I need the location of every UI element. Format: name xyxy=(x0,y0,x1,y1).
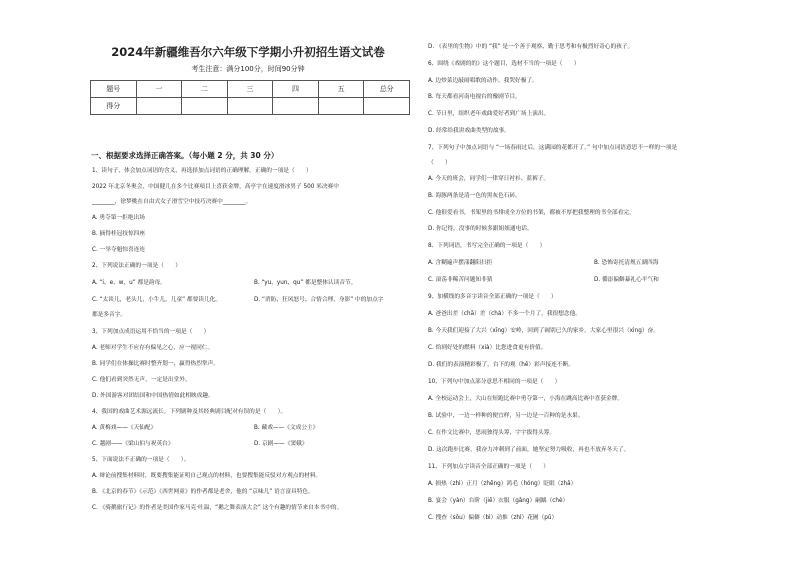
question-line: 9、加横线的多音字读音全部正确的一项是（ ） xyxy=(428,294,557,300)
option-line: B. 宴会（yàn）台阶（jiē）衣服（gǎng）嗣踽（chè） xyxy=(428,498,569,504)
option-line: B. 摘得桂冠技惊四座 xyxy=(92,231,146,237)
score-header-cell: 四 xyxy=(273,81,319,98)
question-line: ________，徐梦桃在自由式女子滑雪空中技巧决赛中________。 xyxy=(92,199,252,205)
option-line: C. 恰到好处的燃料（xià）比您进食更有价值。 xyxy=(428,345,547,351)
score-header-cell: 总分 xyxy=(364,81,410,98)
score-cell[interactable] xyxy=(318,98,364,115)
question-line: （ ） xyxy=(428,160,451,166)
question-line: 2022 年北京冬奥会，中国健儿在多个比赛项目上喜获金牌，高亭宇在速度滑冰男子 500 米决赛中 xyxy=(92,184,339,190)
option-line: C. 一举夺魁惊喜连连 xyxy=(92,247,146,253)
option-line: A. 黄梅戏——《天仙配》 xyxy=(92,425,157,431)
question-line: 8、下列词语，书写完全正确的一项是（ ） xyxy=(428,243,546,249)
score-table-score-row xyxy=(91,98,410,115)
option-line: A. 勇夺第一拒绝出场 xyxy=(92,215,145,221)
option-line: C. 搜查（sōu）偏僻（bì）动推（zhì）花圃（pǔ） xyxy=(428,515,558,521)
option-line: B. 今天我们迎接了大兴（xīng）安岭，回到了阔别已久的家乡，大家心里很兴（xìng）奋。 xyxy=(428,328,659,334)
option-line: C. 他们看到突然无声，一定是出堂外。 xyxy=(92,377,191,383)
option-line: D. 经常给我讲戏曲类型的故事。 xyxy=(428,128,510,134)
score-cell[interactable] xyxy=(136,98,182,115)
option-line: B. 恐怖寄托清规五湖四海 xyxy=(594,260,659,266)
option-line: A. 老师对学生不应存有偏见之心，应一视同仁。 xyxy=(92,345,214,351)
option-line: D. 循添偏僻暴礼心平气和 xyxy=(594,277,659,283)
score-header-cell: 一 xyxy=(136,81,182,98)
score-header-cell: 五 xyxy=(318,81,364,98)
score-cell[interactable] xyxy=(364,98,410,115)
option-line: B. 同学们在体操比赛时整齐划一，赢得热烈掌声。 xyxy=(92,361,219,367)
score-header-cell: 三 xyxy=(227,81,273,98)
option-line: C. 他很爱看书，书架里的书排成全方位的书架，都被不厚把我整理的书全部看完。 xyxy=(428,210,635,216)
option-line: B. 《北京的春节》《示范》《西世网童》的作者都是老舍，他的 “京味儿” 语言富具特色。 xyxy=(92,489,314,495)
option-line: B. 试验中，一边一样种的便宜样，另一边是一百种的是水果。 xyxy=(428,413,584,419)
option-line: A. 含糊遍声摆漾翻阳扫拒 xyxy=(428,260,493,266)
option-line: C. 越剧——《梁山伯与祝英台》 xyxy=(92,441,174,447)
question-line: 3、下列加点成语运用不恰当的一项是（ ） xyxy=(92,329,210,335)
option-line: A. 边炒菜边敲闹唱歌的动作，我哭好极了。 xyxy=(428,78,538,84)
option-line: C. 滚荡非稀苦问题知非猜 xyxy=(428,277,493,283)
question-line: 2、下列说法正确的一项是（ ） xyxy=(92,263,181,269)
option-line: B. 藏戏——《文成公主》 xyxy=(254,425,319,431)
option-line: C. “太谈儿，老头儿，小牛儿，儿童” 都要读儿化。 xyxy=(92,297,222,303)
score-table xyxy=(90,80,410,115)
option-line: D. 我们的表演精彩极了，台下的观（hē）彩声接连不断。 xyxy=(428,362,574,368)
exam-notice: 考生注意：满分100分，时间90分钟 xyxy=(191,65,305,73)
exam-title: 2024年新疆维吾尔六年级下学期小升初招生语文试卷 xyxy=(111,45,385,59)
option-line: 都是多音字。 xyxy=(92,312,127,318)
option-line: C. 《骑鹅旅行记》的作者是美国作家马克·吐温，“鹅之舞表演大会” 这个有趣的情节来自本书中的。 xyxy=(92,505,343,511)
option-line: D. 京剧——《窦娥》 xyxy=(254,441,308,447)
option-line: B. 海豚两条是清一色的黑灰色石砖。 xyxy=(428,193,521,199)
option-line: D. “消防、狂风怒号、合情合理、身影” 中的加点字 xyxy=(254,297,384,303)
score-cell[interactable] xyxy=(273,98,319,115)
option-line: D. 外国游客对团结国和中国热情如此相映成趣。 xyxy=(92,393,214,399)
option-line: A. 损热（zhì）正月（zhēng）鸿毛（hóng）眨眼（zhǎ） xyxy=(428,481,577,487)
option-line: B. “yu、yun、qu” 都是整体认读音节。 xyxy=(254,280,357,286)
question-line: 4、我国的戏曲艺术源远流长。下列剧种及其经典剧目配对有误的是（ ）。 xyxy=(92,409,287,415)
section-heading: 一、根据要求选择正确答案。（每小题 2 分，共 30 分） xyxy=(91,151,279,160)
option-line: A. “i、e、w、u” 都是韵母。 xyxy=(92,280,166,286)
score-header-cell: 二 xyxy=(182,81,228,98)
option-line: D. 《表里的生物》中的 “我” 是一个善于观察、勤于思考和有极烈好奇心的孩子。 xyxy=(428,44,634,50)
option-line: A. 全校运动会上，大山在短跑比赛中勇夺第一，小海在跳高比赛中喜获金牌。 xyxy=(428,396,624,402)
question-line: 7、下列句子中加点词语与 “一场春雨过后，这满园的花都开了。” 句中加点词语意思不一样的一项是 xyxy=(428,145,678,151)
score-cell[interactable] xyxy=(227,98,273,115)
option-line: B. 每天都看河南电视台的豫剧节目。 xyxy=(428,94,521,100)
question-line: 11、下列加点字读音全部正确的一项是（ ） xyxy=(428,464,549,470)
option-line: C. 在作文比赛中，思雨独得头筹，宇宇拔得头筹。 xyxy=(428,430,556,436)
score-row-label: 得分 xyxy=(91,98,137,115)
question-line: 5、下面说法不正确的一项是（ ）。 xyxy=(92,457,190,463)
option-line: A. 今天的班会，同学们一律穿日衬衫、蓝裤子。 xyxy=(428,176,550,182)
score-cell[interactable] xyxy=(182,98,228,115)
question-line: 1、读句子，体会加点词语的含义，再选择加点词语的正确理解，正确的一项是（ ） xyxy=(92,168,312,174)
score-table-header-row xyxy=(91,81,410,98)
question-line: 6、围绕《戏剧的的》这个题目，选材不当的一项是（ ） xyxy=(428,61,580,67)
score-header-cell: 题号 xyxy=(91,81,137,98)
option-line: A. 爸爸出差（chā）差（chà）不多一个月了，我很想念他。 xyxy=(428,311,581,317)
option-line: D. 这次跑步比赛，我奋力冲刺到了前面，她坚定努力吸收，再也不放弃冬天了。 xyxy=(428,447,630,453)
option-line: C. 节日里，组织老年戏曲爱好者到广场上演出。 xyxy=(428,111,550,117)
option-line: A. 辩论前搜集材料时，既要搜集能证明自己观点的材料，也要搜集能反驳对方观点的材料。 xyxy=(92,473,322,479)
option-line: D. 你记得，没事的时候多跟姐姐通电话。 xyxy=(428,226,533,232)
question-line: 10、下列句中加点部分意思不相同的一项是（ ） xyxy=(428,379,561,385)
